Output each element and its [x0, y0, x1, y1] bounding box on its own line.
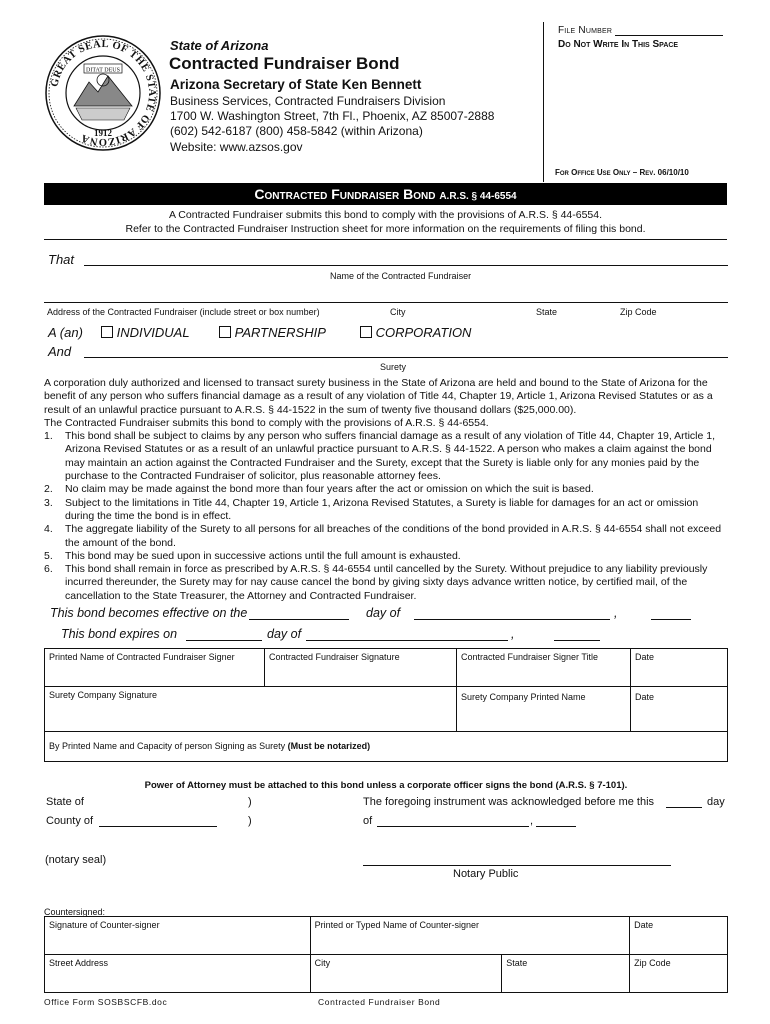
signer-date-cell[interactable]: Date — [631, 649, 728, 687]
surety-capacity-cell[interactable]: By Printed Name and Capacity of person Signing as Surety (Must be notarized) — [45, 732, 728, 762]
svg-text:1912: 1912 — [94, 128, 112, 138]
day-label: day — [707, 796, 725, 808]
city-caption: City — [390, 307, 406, 317]
individual-checkbox[interactable] — [101, 326, 113, 338]
expires-month-field[interactable] — [306, 640, 508, 641]
countersigned-heading: Countersigned: — [44, 907, 106, 917]
signature-table — [44, 648, 728, 762]
county-of-label: County of — [46, 815, 94, 827]
form-title: Contracted Fundraiser Bond — [169, 54, 400, 73]
do-not-write-label: Do Not Write In This Space — [558, 39, 679, 50]
expires-date-field[interactable] — [186, 640, 262, 641]
counter-signature-cell[interactable]: Signature of Counter-signer — [45, 917, 311, 955]
acknowledged-month-field[interactable] — [377, 826, 529, 827]
countersign-table — [44, 916, 728, 993]
surety-caption: Surety — [380, 362, 407, 372]
arizona-state-seal-icon — [44, 34, 162, 152]
effective-year-field[interactable] — [651, 619, 691, 620]
corporation-checkbox[interactable] — [360, 326, 372, 338]
signature-cell[interactable]: Contracted Fundraiser Signature — [265, 649, 457, 687]
that-label: That — [48, 252, 75, 267]
effective-month-field[interactable] — [414, 619, 610, 620]
effective-day-of: day of — [366, 606, 401, 620]
counter-street-cell[interactable]: Street Address — [45, 955, 311, 993]
section-banner: Contracted Fundraiser Bond A.R.S. § 44-6554 — [44, 183, 727, 205]
intro-rule — [44, 239, 727, 240]
counter-zip-cell[interactable]: Zip Code — [630, 955, 728, 993]
notary-seal-label: (notary seal) — [45, 854, 107, 866]
address-field[interactable] — [44, 302, 728, 303]
bond-terms: A corporation duly authorized and licensed to transact surety business in the State of Arizona are held and bound to the State of Arizona for the benefit of any person who suffers financial damage as a result of any violation of Title 44, Chapter 19, Article 1, Arizona Revised Statutes or as a result of an unlawful practice pursuant to A.R.S. § 44-1522 in the sum of twenty five thousand dollars ($25,000.00). The Contracted Fundraiser submits this bond to comply with the provisions of A.R.S. § 44-6554. 1. This bond shall be subject to claims by any person who suffers financial damage as a result of any violation of Title 44, Chapter 19, Article 1, Arizona Revised Statutes or as a result of an unlawful practice pursuant to A.R.S. § 44-1522. A person who makes a claim against the bond may maintain an action against the Contracted Fundraiser and the Surety, except that the Surety is liable only for any monies paid by the purchase to the Contracted Fundraiser of solicitor, plus reasonable attorney fees. 2. No claim may be made against the bond more than four years after the act or omission on which the suit is based. 3. Subject to the limitations in Title 44, Chapter 19, Article 1, Arizona Revised Statutes, a Surety is liable for damages for an act or omission during the time the bond is in effect. 4. The aggregate liability of the Surety to all persons for all breaches of the conditions of the bond provided in A.R.S. § 44-6554 shall not exceed the amount of the bond. 5. This bond may be sued upon in successive actions until the full amount is exhausted. 6. This bond shall remain in force as prescribed by A.R.S. § 44-6554 until cancelled by the Surety. Without prejudice to any liability previously incurred thereunder, the Surety may for nay cause cancel the bond by giving sixty days advance written notice, by certified mail, of the cancellation to the State Treasurer, the Attorney and Contracted Fundraiser. — [44, 377, 730, 603]
county-field[interactable] — [99, 826, 217, 827]
office-divider — [543, 22, 544, 182]
intro-line-1: A Contracted Fundraiser submits this bond to comply with the provisions of A.R.S. § 44-6554. — [168, 209, 603, 221]
state-heading: State of Arizona — [170, 38, 269, 53]
svg-text:GREAT SEAL OF THE STATE OF ARI: GREAT SEAL OF THE STATE OF ARIZONA — [49, 38, 158, 148]
paren: ) — [248, 796, 252, 808]
surety-field[interactable] — [84, 357, 728, 358]
list-item: 2. No claim may be made against the bond more than four years after the act or omission on which the suit is based. — [44, 483, 594, 496]
counter-printed-name-cell[interactable]: Printed or Typed Name of Counter-signer — [310, 917, 630, 955]
fundraiser-name-caption: Name of the Contracted Fundraiser — [330, 271, 472, 281]
printed-name-cell[interactable]: Printed Name of Contracted Fundraiser Signer — [45, 649, 265, 687]
counter-city-cell[interactable]: City — [310, 955, 502, 993]
acknowledged-year-field[interactable] — [536, 826, 576, 827]
comma: , — [530, 815, 534, 827]
surety-printed-name-cell[interactable]: Surety Company Printed Name — [457, 687, 631, 732]
svg-text:DITAT DEUS: DITAT DEUS — [86, 67, 120, 74]
counter-date-cell[interactable]: Date — [630, 917, 728, 955]
comma: , — [614, 606, 618, 620]
acknowledged-label: The foregoing instrument was acknowledged before me this — [363, 796, 655, 808]
power-of-attorney-note: Power of Attorney must be attached to this bond unless a corporate officer signs the bond (A.R.S. § 7-101). — [144, 780, 628, 791]
state-of-label: State of — [46, 796, 84, 808]
fundraiser-name-field[interactable] — [84, 265, 728, 266]
partnership-checkbox[interactable] — [219, 326, 231, 338]
effective-day-field[interactable] — [249, 619, 349, 620]
signer-title-cell[interactable]: Contracted Fundraiser Signer Title — [457, 649, 631, 687]
option-corporation[interactable]: CORPORATION — [360, 325, 471, 340]
option-partnership[interactable]: PARTNERSHIP — [219, 325, 326, 340]
counter-state-cell[interactable]: State — [502, 955, 630, 993]
footer-title: Contracted Fundraiser Bond — [318, 997, 441, 1007]
effective-label: This bond becomes effective on the — [50, 606, 248, 620]
acknowledged-day-field[interactable] — [666, 807, 702, 808]
option-individual[interactable]: INDIVIDUAL — [101, 325, 190, 340]
surety-signature-cell[interactable]: Surety Company Signature — [45, 687, 457, 732]
list-item: 6. This bond shall remain in force as prescribed by A.R.S. § 44-6554 until cancelled by the Surety. Without prejudice to any liability previously incurred thereunder, the Surety may for nay cause cancel the bond by giving sixty days advance written notice, by certified mail, of the cancellation to the State Treasurer, the Attorney and Contracted Fundraiser. — [44, 563, 708, 602]
list-item: 4. The aggregate liability of the Surety to all persons for all breaches of the conditions of the bond provided in A.R.S. § 44-6554 shall not exceed the amount of the bond. — [44, 523, 722, 549]
file-number-field[interactable]: File Number — [558, 25, 723, 36]
comma: , — [511, 627, 515, 641]
and-label: And — [48, 344, 72, 359]
zip-caption: Zip Code — [620, 307, 657, 317]
list-item: 1. This bond shall be subject to claims by any person who suffers financial damage as a result of any violation of Title 44, Chapter 19, Article 1, Arizona Revised Statutes or as a result of an unlawful practice pursuant to A.R.S. § 44-1522. A person who makes a claim against the bond may maintain an action against the Contracted Fundraiser and the Surety, except that the Surety is liable only for any monies paid by the purchase to the Contracted Fundraiser of solicitor, plus reasonable attorney fees. — [44, 430, 715, 483]
expires-year-field[interactable] — [554, 640, 600, 641]
state-caption: State — [536, 307, 558, 317]
list-item: 5. This bond may be sued upon in successive actions until the full amount is exhausted. — [44, 549, 461, 562]
address-caption: Address of the Contracted Fundraiser (include street or box number) — [47, 307, 320, 317]
a-an-label: A (an) — [48, 325, 83, 340]
surety-date-cell[interactable]: Date — [631, 687, 728, 732]
notary-public-label: Notary Public — [453, 868, 519, 880]
notary-signature-field[interactable] — [363, 865, 671, 866]
list-item: 3. Subject to the limitations in Title 44, Chapter 19, Article 1, Arizona Revised Statutes, a Surety is liable for damages for an act or omission during the time the bond is in effect. — [44, 496, 699, 522]
of-label: of — [363, 815, 373, 827]
office-use-label: For Office Use Only – Rev. 06/10/10 — [555, 168, 689, 177]
office-address: Business Services, Contracted Fundraisers Division 1700 W. Washington Street, 7th Fl., Phoenix, AZ 85007-2888 (602) 542-6187 (800) 458-5842 (within Arizona) Website: www.azsos.gov — [170, 94, 495, 154]
paren: ) — [248, 815, 252, 827]
expires-day-of: day of — [267, 627, 302, 641]
intro-line-2: Refer to the Contracted Fundraiser Instruction sheet for more information on the requirements of filing this bond. — [125, 223, 646, 235]
expires-label: This bond expires on — [61, 627, 178, 641]
footer-form-id: Office Form SOSBSCFB.doc — [44, 997, 168, 1007]
secretary-of-state: Arizona Secretary of State Ken Bennett — [170, 77, 422, 92]
